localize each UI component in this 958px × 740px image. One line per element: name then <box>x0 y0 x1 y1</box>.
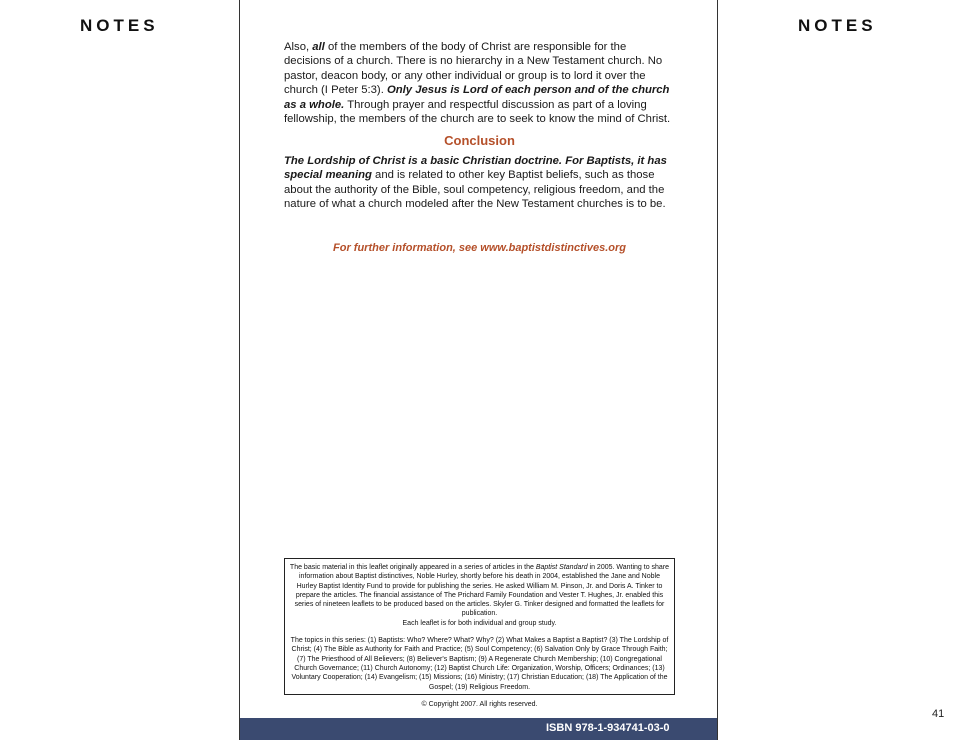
paragraph-conclusion: The Lordship of Christ is a basic Christian doctrine. For Baptists, it has special meaning and is related to other key Baptist beliefs, such as those about the authority of the Bible, soul competency, religious freedom, and the nature of what a church modeled after the New Testament churches is to be. <box>284 155 667 211</box>
copyright: © Copyright 2007. All rights reserved. <box>421 700 538 708</box>
credits-box <box>284 558 675 708</box>
conclusion-heading: Conclusion <box>444 133 515 148</box>
paragraph-members: Also, all of the members of the body of Christ are responsible for the decisions of a church. There is no hierarchy in a New Testament church. No pastor, deacon body, or any other individual or group is to lord it over the church (I Peter 5:3). Only Jesus is Lord of each person and of the church as a whole. Through prayer and respectful discussion as part of a loving fellowship, the members of the church are to seek to know the mind of Christ. <box>284 41 671 126</box>
series-topics: The topics in this series: (1) Baptists: Who? Where? What? Why? (2) What Makes a Baptist a Baptist? (3) The Lordship of Christ; (4) The Bible as Authority for Faith and Practice; (5) Soul Competency; (6) Salvation Only by Grace Through Faith; (7) The Priesthood of All Believers; (8) Believer's Baptism; (9) A Regenerate Church Membership; (10) Congregational Church Governance; (11) Church Autonomy; (12) Baptist Church Life: Organization, Worship, Officers; Ordinances; (13) Voluntary Cooperation; (14) Evangelism; (15) Missions; (16) Ministry; (17) Christian Education; (18) The Application of the Gospel; (19) Religious Freedom. <box>290 637 669 691</box>
credits-text: The basic material in this leaflet originally appeared in a series of articles in the Baptist Standard in 2005. Wanting to share information about Baptist distinctives, Noble Hurley, shortly before his death in 2004, established the Jane and Noble Hurley Baptist Identity Fund to provide for publishing the series. He asked William M. Pinson, Jr. and Doris A. Tinker to prepare the articles. The financial assistance of The Prichard Family Foundation and Vester T. Hughes, Jr. enabled this series of nineteen leaflets to be produced based on the articles. Skyler G. Tinker designed and formatted the leaflets for publication. <box>289 564 670 618</box>
isbn-bar <box>240 718 717 740</box>
further-info-link[interactable]: For further information, see www.baptistdistinctives.org <box>333 242 626 254</box>
page-number: 41 <box>932 708 945 720</box>
isbn-number: ISBN 978-1-934741-03-0 <box>546 722 670 734</box>
leaflet-page <box>239 0 718 740</box>
notes-heading-left: NOTES <box>80 16 159 35</box>
credits-study-note: Each leaflet is for both individual and group study. <box>402 619 557 627</box>
notes-heading-right: NOTES <box>798 16 877 35</box>
